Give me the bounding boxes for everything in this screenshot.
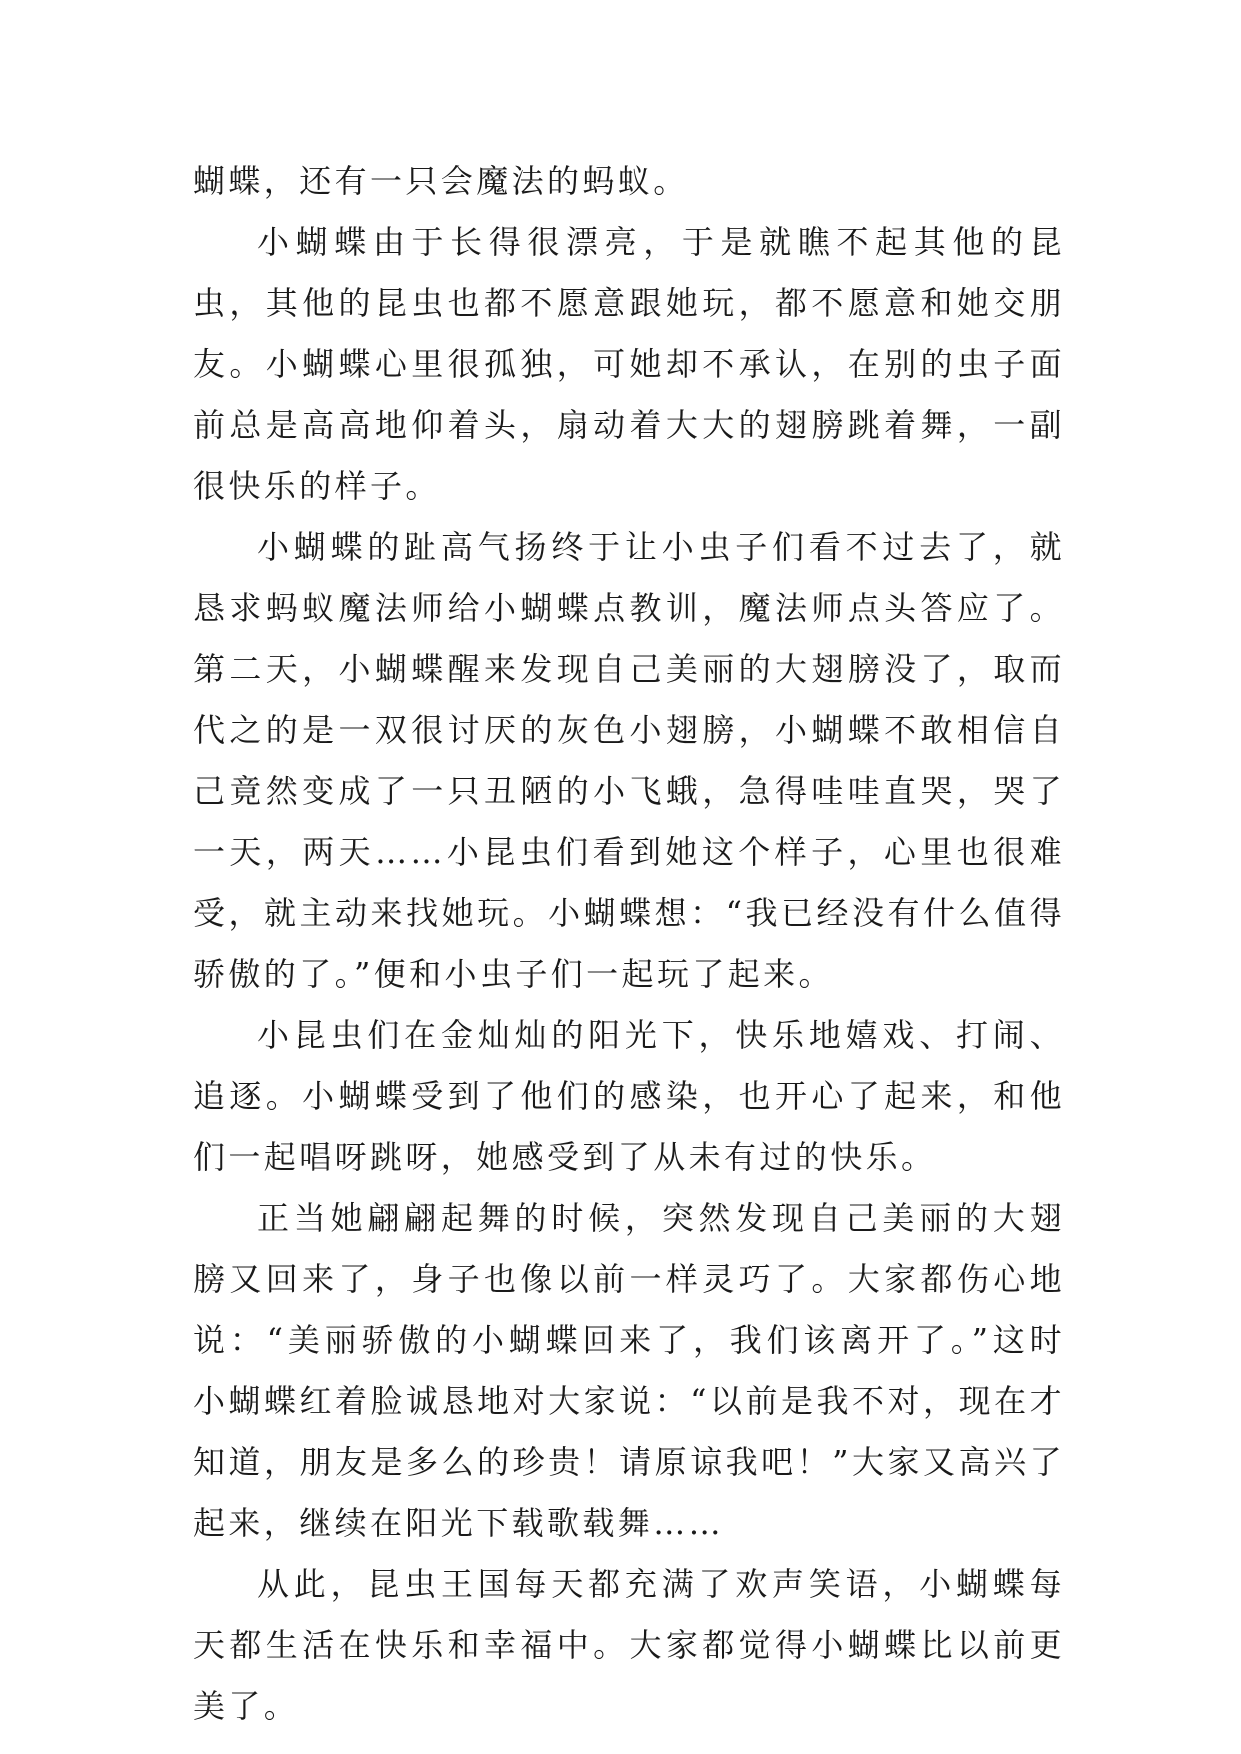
paragraph-1: 蝴蝶，还有一只会魔法的蚂蚁。 [193, 162, 689, 200]
paragraph-2: 小蝴蝶由于长得很漂亮，于是就瞧不起其他的昆虫，其他的昆虫也都不愿意跟她玩，都不愿意和她交朋友。小蝴蝶心里很孤独，可她却不承认，在别的虫子面前总是高高地仰着头，扇动着大大的翅膀跳着舞，一副很快乐的样子。 [193, 223, 1065, 505]
document-body [193, 151, 1065, 1737]
paragraph-6: 从此，昆虫王国每天都充满了欢声笑语，小蝴蝶每天都生活在快乐和幸福中。大家都觉得小蝴蝶比以前更美了。 [193, 1565, 1065, 1725]
paragraph-5: 正当她翩翩起舞的时候，突然发现自己美丽的大翅膀又回来了，身子也像以前一样灵巧了。大家都伤心地说：“美丽骄傲的小蝴蝶回来了，我们该离开了。”这时小蝴蝶红着脸诚恳地对大家说：“以前是我不对，现在才知道，朋友是多么的珍贵！请原谅我吧！”大家又高兴了起来，继续在阳光下载歌载舞…… [193, 1199, 1065, 1542]
paragraph-3: 小蝴蝶的趾高气扬终于让小虫子们看不过去了，就恳求蚂蚁魔法师给小蝴蝶点教训，魔法师点头答应了。第二天，小蝴蝶醒来发现自己美丽的大翅膀没了，取而代之的是一双很讨厌的灰色小翅膀，小蝴蝶不敢相信自己竟然变成了一只丑陋的小飞蛾，急得哇哇直哭，哭了一天，两天……小昆虫们看到她这个样子，心里也很难受，就主动来找她玩。小蝴蝶想：“我已经没有什么值得骄傲的了。”便和小虫子们一起玩了起来。 [193, 528, 1065, 993]
paragraph-4: 小昆虫们在金灿灿的阳光下，快乐地嬉戏、打闹、追逐。小蝴蝶受到了他们的感染，也开心了起来，和他们一起唱呀跳呀，她感受到了从未有过的快乐。 [193, 1016, 1065, 1176]
